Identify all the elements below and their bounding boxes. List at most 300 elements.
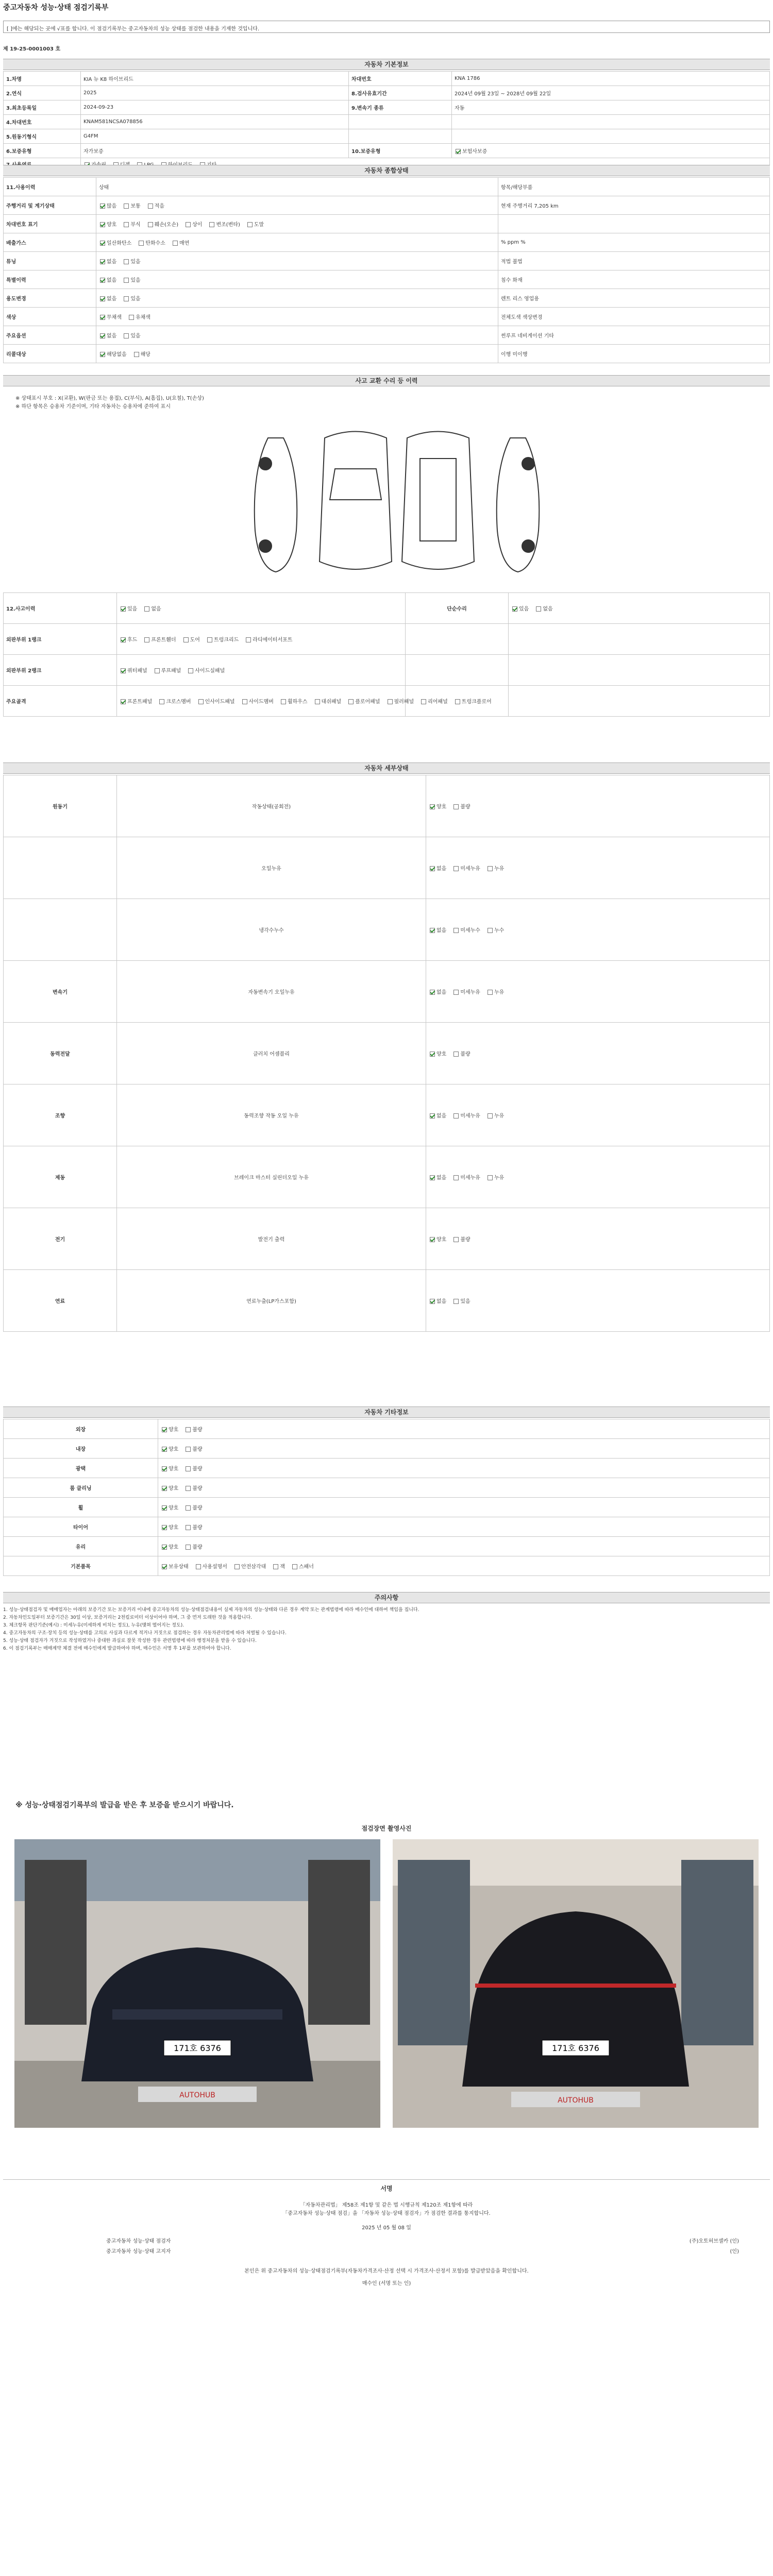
- checkbox[interactable]: [121, 637, 126, 642]
- option-label: 있음: [130, 259, 141, 265]
- checkbox[interactable]: [162, 1447, 167, 1452]
- option-label: 도어: [190, 637, 200, 643]
- field-options: [96, 289, 498, 308]
- option-label: 루프패널: [161, 668, 181, 674]
- doc-title: 중고자동차 성능·상태 점검기록부: [3, 4, 109, 12]
- option-label: 일산화탄소: [107, 241, 132, 246]
- checkbox[interactable]: [315, 699, 320, 704]
- field-note: [498, 215, 770, 233]
- field-value: 2024년 09월 23일 ~ 2028년 09월 22일: [452, 86, 770, 100]
- option-label: 불량: [192, 1447, 203, 1452]
- checkbox[interactable]: [144, 637, 149, 642]
- field-label: 12.사고이력: [4, 593, 117, 624]
- field-label: [406, 624, 509, 655]
- checkbox[interactable]: [430, 1113, 435, 1118]
- option-label: 불량: [192, 1505, 203, 1511]
- checkbox[interactable]: [196, 1564, 201, 1569]
- item-label: 발전기 출력: [117, 1208, 426, 1270]
- checkbox[interactable]: [453, 804, 459, 809]
- checkbox[interactable]: [162, 1466, 167, 1471]
- option-label: 불량: [192, 1486, 203, 1492]
- checkbox[interactable]: [453, 1175, 459, 1180]
- checkbox[interactable]: [124, 222, 129, 227]
- option-label: 없음: [436, 1299, 447, 1304]
- note-item: 3. 체크항목 판단기준(예시) : 미세누유(미세하게 비치는 정도), 누유(맺혀 떨어지는 정도).: [3, 1623, 184, 1628]
- option-label: 불량: [460, 1237, 470, 1243]
- checkbox[interactable]: [186, 222, 191, 227]
- checkbox[interactable]: [453, 1113, 459, 1118]
- option-label: 없음: [107, 278, 117, 283]
- option-label: 양호: [169, 1486, 179, 1492]
- field-value: KNA 1786: [452, 72, 770, 86]
- signature-line-2: 「중고자동차 성능·상태 점검」을 「자동차 성능·상태 점검자」가 점검한 결과를 통지합니다.: [282, 2211, 491, 2216]
- field-label: 타이어: [4, 1517, 158, 1537]
- option-label: 양호: [169, 1447, 179, 1452]
- group-label: 제동: [4, 1146, 117, 1208]
- option-label: 인사이드패널: [205, 699, 235, 705]
- signature-line-1: 「자동차관리법」 제58조 제1항 및 같은 법 시행규칙 제120조 제1항에 따라: [300, 2202, 473, 2208]
- item-label: 클러치 어셈블리: [117, 1023, 426, 1084]
- brand-front: AUTOHUB: [179, 2091, 215, 2099]
- option-label: 보유상태: [169, 1564, 189, 1570]
- field-label: 특별이력: [4, 270, 96, 289]
- option-label: 없음: [107, 296, 117, 302]
- option-label: 사이드멤버: [248, 699, 274, 705]
- car-diagram: [237, 428, 557, 577]
- checkbox[interactable]: [273, 1564, 278, 1569]
- field-label: 리콜대상: [4, 345, 96, 363]
- checkbox[interactable]: [100, 222, 105, 227]
- field-value: KIA 뉴 K8 하이브리드: [81, 72, 349, 86]
- field-label: 8.검사유효기간: [349, 86, 452, 100]
- checkbox[interactable]: [144, 606, 149, 612]
- checkbox[interactable]: [186, 1525, 191, 1530]
- option-label: 없음: [436, 866, 447, 872]
- checkbox[interactable]: [155, 668, 160, 673]
- checkbox[interactable]: [159, 699, 164, 704]
- note-item: 4. 중고자동차의 구조·장치 등의 성능·상태를 고의로 사실과 다르게 적거나 거짓으로 점검하는 경우 자동차관리법에 따라 처벌될 수 있습니다.: [3, 1631, 287, 1636]
- field-options: [117, 593, 406, 624]
- option-label: 양호: [107, 222, 117, 228]
- option-label: 프론트패널: [127, 699, 153, 705]
- option-label: 미세누수: [460, 928, 480, 934]
- checkbox[interactable]: [100, 352, 105, 357]
- option-label: 트렁크플로어: [461, 699, 492, 705]
- checkbox[interactable]: [488, 866, 493, 871]
- checkbox[interactable]: [100, 204, 105, 209]
- legend-line: ※ 하단 항목은 승용차 기준이며, 기타 자동차는 승용차에 준하여 표시: [15, 404, 171, 410]
- field-note: % ppm %: [498, 233, 770, 252]
- option-label: 없음: [543, 606, 553, 612]
- group-label: 동력전달: [4, 1023, 117, 1084]
- field-label: 단순수리: [406, 593, 509, 624]
- checkbox[interactable]: [100, 241, 105, 246]
- option-label: 대쉬패널: [321, 699, 342, 705]
- note-item: 2. 자동차인도일부터 보증기간은 30일 이상, 보증거리는 2천킬로미터 이상이어야 하며, 그 중 먼저 도래한 것을 적용합니다.: [3, 1615, 253, 1620]
- field-note: 항목/해당부품: [498, 178, 770, 196]
- checkbox[interactable]: [139, 241, 144, 246]
- item-label: 자동변속기 오일누유: [117, 961, 426, 1023]
- dealer-sign: (인): [730, 2249, 739, 2255]
- option-label: 트렁크리드: [213, 637, 239, 643]
- field-label: 1.차명: [4, 72, 81, 86]
- checkbox[interactable]: [162, 1564, 167, 1569]
- checkbox[interactable]: [134, 352, 139, 357]
- field-label: 외장: [4, 1419, 158, 1439]
- field-options: 상태: [96, 178, 498, 196]
- car-right-side: [497, 438, 540, 572]
- checkbox[interactable]: [121, 668, 126, 673]
- field-note: 렌트 리스 영업용: [498, 289, 770, 308]
- option-label: 불량: [192, 1545, 203, 1550]
- checkbox[interactable]: [100, 333, 105, 338]
- option-label: 양호: [169, 1525, 179, 1531]
- option-label: 변조(변타): [216, 222, 240, 228]
- field-label: 기본품목: [4, 1556, 158, 1576]
- option-label: 안전삼각대: [241, 1564, 266, 1570]
- checkbox[interactable]: [430, 866, 435, 871]
- field-options: [117, 686, 492, 717]
- checkbox[interactable]: [148, 204, 153, 209]
- field-options: [158, 1498, 770, 1517]
- option-label: 누유: [494, 1113, 505, 1119]
- option-label: 라디에이터서포트: [253, 637, 293, 643]
- option-label: 누유: [494, 990, 505, 995]
- option-label: 미세누유: [460, 1113, 480, 1119]
- field-label: 9.변속기 종류: [349, 100, 452, 115]
- field-label: 11.사용이력: [4, 178, 96, 196]
- checkbox[interactable]: [124, 333, 129, 338]
- checkbox[interactable]: [430, 1237, 435, 1242]
- note-item: 1. 성능·상태점검자 및 매매업자는 아래의 보증기간 또는 보증거리 이내에 중고자동차의 성능·상태점검내용이 실제 자동차의 성능·상태와 다른 경우 계약 또는 관계법령에 따라 매수인에 대하여 책임을 집니다.: [3, 1607, 419, 1613]
- field-options: [509, 655, 770, 686]
- field-value: 자동: [452, 100, 770, 115]
- field-note: 침수 화재: [498, 270, 770, 289]
- field-label: 6.보증유형: [4, 144, 81, 158]
- field-label: 5.원동기형식: [4, 129, 81, 144]
- field-label: 내장: [4, 1439, 158, 1459]
- field-options: [117, 624, 406, 655]
- field-label: 용도변경: [4, 289, 96, 308]
- option-label: 있음: [127, 606, 138, 612]
- field-note: 적법 불법: [498, 252, 770, 270]
- field-options: [158, 1439, 770, 1459]
- checkbox[interactable]: [124, 204, 129, 209]
- option-label: 해당: [140, 352, 150, 358]
- option-label: 없음: [107, 333, 117, 339]
- field-options: [96, 196, 498, 215]
- car-left-side: [255, 438, 297, 572]
- item-options: [426, 837, 770, 899]
- field-label: 외판부위 2랭크: [4, 655, 117, 686]
- checkbox[interactable]: [488, 928, 493, 933]
- option-label: 누유: [494, 1175, 505, 1181]
- field-options: [509, 686, 770, 717]
- option-label: 있음: [130, 296, 141, 302]
- photos-title: 점검장면 촬영사진: [361, 1825, 412, 1832]
- group-label: [4, 837, 117, 899]
- checkbox[interactable]: [121, 606, 126, 612]
- field-options: [509, 624, 770, 655]
- field-note: 전체도색 색상변경: [498, 308, 770, 326]
- option-label: 부식: [130, 222, 141, 228]
- checkbox[interactable]: [186, 1486, 191, 1491]
- checkbox[interactable]: [488, 1175, 493, 1180]
- checkbox[interactable]: [453, 1052, 459, 1057]
- checkbox[interactable]: [100, 296, 105, 301]
- checkbox[interactable]: [421, 699, 426, 704]
- option-label: 양호: [436, 804, 447, 810]
- option-label: 양호: [436, 1237, 447, 1243]
- checkbox[interactable]: [207, 637, 212, 642]
- item-label: 냉각수누수: [117, 899, 426, 961]
- option-label: 없음: [436, 1175, 447, 1181]
- checkbox[interactable]: [100, 315, 105, 320]
- option-label: 불량: [460, 1052, 470, 1057]
- field-label: 룸 클리닝: [4, 1478, 158, 1498]
- brand-rear: AUTOHUB: [558, 2096, 594, 2105]
- checkbox[interactable]: [536, 606, 541, 612]
- detail-table: [3, 775, 770, 1332]
- checkbox[interactable]: [100, 259, 105, 264]
- option-label: 있음: [460, 1299, 470, 1304]
- option-label: 양호: [169, 1427, 179, 1433]
- checkbox[interactable]: [198, 699, 204, 704]
- section-accident: 사고 교환 수리 등 이력: [3, 375, 770, 386]
- option-label: 있음: [130, 278, 141, 283]
- item-options: [426, 1208, 770, 1270]
- inspector-label: 중고자동차 성능·상태 점검자: [106, 2239, 171, 2244]
- item-label: 브레이크 마스터 실린더오일 누유: [117, 1146, 426, 1208]
- photo-rear: [393, 1839, 759, 2128]
- option-label: 누수: [494, 928, 505, 934]
- notice-box: [ ]에는 해당되는 곳에 √표를 합니다. 이 점검기록부는 중고자동차의 성능 상태를 점검한 내용을 기재한 것입니다.: [3, 21, 770, 33]
- option-label: 훼손(오손): [154, 222, 179, 228]
- checkbox[interactable]: [188, 668, 193, 673]
- field-note: 이행 미이행: [498, 345, 770, 363]
- legend-line: ※ 상태표시 부호 : X(교환), W(판금 또는 용접), C(부식), A(흠집), U(요철), T(손상): [15, 396, 204, 401]
- group-label: 조향: [4, 1084, 117, 1146]
- field-label: 광택: [4, 1459, 158, 1478]
- field-options: [96, 233, 498, 252]
- inspector-name: (주)오토허브셀카 (인): [689, 2239, 739, 2244]
- checkbox[interactable]: [453, 1237, 459, 1242]
- checkbox[interactable]: [162, 1427, 167, 1432]
- item-label: 작동상태(공회전): [117, 775, 426, 837]
- checkbox[interactable]: [430, 1052, 435, 1057]
- checkbox[interactable]: [430, 804, 435, 809]
- checkbox[interactable]: [162, 1545, 167, 1550]
- checkbox[interactable]: [183, 637, 189, 642]
- field-value: [452, 129, 770, 144]
- checkbox[interactable]: [456, 149, 461, 154]
- checkbox[interactable]: [453, 990, 459, 995]
- section-other: 자동차 기타정보: [3, 1406, 770, 1418]
- checkbox[interactable]: [148, 222, 153, 227]
- option-label: 상이: [192, 222, 203, 228]
- group-label: [4, 899, 117, 961]
- checkbox[interactable]: [129, 315, 134, 320]
- option-label: 프론트휀더: [151, 637, 176, 643]
- note-item: 6. 이 점검기록부는 매매계약 체결 전에 매수인에게 발급하여야 하며, 매수인은 서명 후 1부를 보관하여야 합니다.: [3, 1646, 231, 1651]
- option-label: 미세누유: [460, 990, 480, 995]
- option-label: 양호: [169, 1505, 179, 1511]
- checkbox[interactable]: [124, 278, 129, 283]
- option-label: 무채색: [107, 315, 122, 320]
- section-overall: 자동차 종합상태: [3, 165, 770, 176]
- checkbox[interactable]: [173, 241, 178, 246]
- car-frame-view: [402, 432, 474, 570]
- document-number: 제 19-25-0001003 호: [3, 46, 61, 52]
- field-label: 2.연식: [4, 86, 81, 100]
- checkbox[interactable]: [100, 278, 105, 283]
- field-label: 외판부위 1랭크: [4, 624, 117, 655]
- field-label: [406, 655, 509, 686]
- field-label: 주행거리 및 계기상태: [4, 196, 96, 215]
- section-detail: 자동차 세부상태: [3, 762, 770, 774]
- checkbox[interactable]: [186, 1505, 191, 1511]
- checkbox[interactable]: [162, 1525, 167, 1530]
- group-label: 원동기: [4, 775, 117, 837]
- field-options: [96, 270, 498, 289]
- option-label: 쿼터패널: [127, 668, 147, 674]
- option-label: 없음: [151, 606, 161, 612]
- checkbox[interactable]: [234, 1564, 240, 1569]
- field-options: [96, 345, 498, 363]
- checkbox[interactable]: [430, 1299, 435, 1304]
- field-value: 2025: [81, 86, 349, 100]
- checkbox[interactable]: [247, 222, 253, 227]
- legend: [15, 395, 204, 411]
- checkbox[interactable]: [348, 699, 354, 704]
- field-label: 유리: [4, 1537, 158, 1556]
- accident-table: [3, 592, 770, 717]
- checkbox[interactable]: [388, 699, 393, 704]
- field-label: 튜닝: [4, 252, 96, 270]
- field-value: [452, 144, 770, 158]
- checkbox[interactable]: [453, 866, 459, 871]
- checkbox[interactable]: [455, 699, 460, 704]
- dealer-label: 중고자동차 성능·상태 고지자: [106, 2249, 171, 2255]
- checkbox[interactable]: [292, 1564, 297, 1569]
- field-label: 주요골격: [4, 686, 117, 717]
- field-label: 3.최초등록일: [4, 100, 81, 115]
- field-options: [158, 1478, 770, 1498]
- field-options: [158, 1419, 770, 1439]
- item-options: [426, 1084, 770, 1146]
- signature-date: 2025 년 05 월 08 일: [362, 2225, 411, 2231]
- option-label: 있음: [130, 333, 141, 339]
- checkbox[interactable]: [186, 1447, 191, 1452]
- option-label: 후드: [127, 637, 138, 643]
- option-label: 필러패널: [394, 699, 414, 705]
- item-options: [426, 775, 770, 837]
- option-label: 없음: [436, 990, 447, 995]
- field-options: [158, 1556, 770, 1576]
- checkbox[interactable]: [488, 1113, 493, 1118]
- warning-text: ※ 성능·상태점검기록부의 발급을 받은 후 보증을 받으시기 바랍니다.: [15, 1801, 234, 1809]
- checkbox[interactable]: [209, 222, 214, 227]
- field-value: 2024-09-23: [81, 100, 349, 115]
- option-label: 불량: [192, 1427, 203, 1433]
- field-options: [158, 1459, 770, 1478]
- field-options: [96, 215, 498, 233]
- item-label: 동력조향 작동 오일 누유: [117, 1084, 426, 1146]
- checkbox[interactable]: [246, 637, 251, 642]
- group-label: 연료: [4, 1270, 117, 1332]
- field-value: [452, 115, 770, 129]
- checkbox[interactable]: [453, 1299, 459, 1304]
- option-label: 사용설명서: [202, 1564, 227, 1570]
- checkbox[interactable]: [186, 1466, 191, 1471]
- checkbox[interactable]: [186, 1545, 191, 1550]
- field-label: [349, 129, 452, 144]
- option-label: 없음: [107, 259, 117, 265]
- section-notes: 주의사항: [3, 1592, 770, 1603]
- field-label: 차대번호: [349, 72, 452, 86]
- checkbox[interactable]: [488, 990, 493, 995]
- checkbox[interactable]: [430, 990, 435, 995]
- checkbox[interactable]: [124, 296, 129, 301]
- checkbox[interactable]: [124, 259, 129, 264]
- option-label: 불량: [192, 1466, 203, 1472]
- checkbox[interactable]: [430, 928, 435, 933]
- field-label: 차대번호 표기: [4, 215, 96, 233]
- field-label: 휠: [4, 1498, 158, 1517]
- checkbox[interactable]: [512, 606, 517, 612]
- field-label: 색상: [4, 308, 96, 326]
- option-label: 양호: [436, 1052, 447, 1057]
- field-label: 배출가스: [4, 233, 96, 252]
- checkbox[interactable]: [281, 699, 286, 704]
- receipt-text: 본인은 위 중고자동차의 성능·상태점검기록부(자동차가격조사·산정 선택 시 가격조사·산정서 포함)를 발급받았음을 확인합니다.: [244, 2268, 529, 2274]
- option-label: 양호: [169, 1466, 179, 1472]
- buyer-sign[interactable]: 매수인 (서명 또는 인): [362, 2281, 411, 2286]
- checkbox[interactable]: [242, 699, 247, 704]
- option-label: 누유: [494, 866, 505, 872]
- item-options: [426, 961, 770, 1023]
- section-basic-info: 자동차 기본정보: [3, 59, 770, 70]
- checkbox[interactable]: [121, 699, 126, 704]
- option-label: 크로스멤버: [166, 699, 191, 705]
- option-label: 플로어패널: [355, 699, 380, 705]
- option-label: 보통: [130, 204, 141, 209]
- field-label: [349, 115, 452, 129]
- field-label: 10.보증유형: [349, 144, 452, 158]
- car-top-view: [320, 432, 392, 570]
- option-label: 도말: [254, 222, 264, 228]
- checkbox[interactable]: [430, 1175, 435, 1180]
- field-label: 주요옵션: [4, 326, 96, 345]
- item-options: [426, 899, 770, 961]
- field-options: [158, 1537, 770, 1556]
- option-label: 리어패널: [428, 699, 448, 705]
- photo-front: [14, 1839, 380, 2128]
- item-options: [426, 1023, 770, 1084]
- plate-text-rear: 171호 6376: [552, 2043, 599, 2053]
- other-table: [3, 1419, 770, 1576]
- item-label: 오일누유: [117, 837, 426, 899]
- option-label: 유채색: [135, 315, 150, 320]
- field-options: [509, 593, 770, 624]
- checkbox[interactable]: [186, 1427, 191, 1432]
- field-options: [96, 326, 498, 345]
- checkbox[interactable]: [162, 1486, 167, 1491]
- option-label: 스패너: [298, 1564, 314, 1570]
- checkbox[interactable]: [453, 928, 459, 933]
- plate-text-front: 171호 6376: [174, 2043, 221, 2053]
- checkbox[interactable]: [162, 1505, 167, 1511]
